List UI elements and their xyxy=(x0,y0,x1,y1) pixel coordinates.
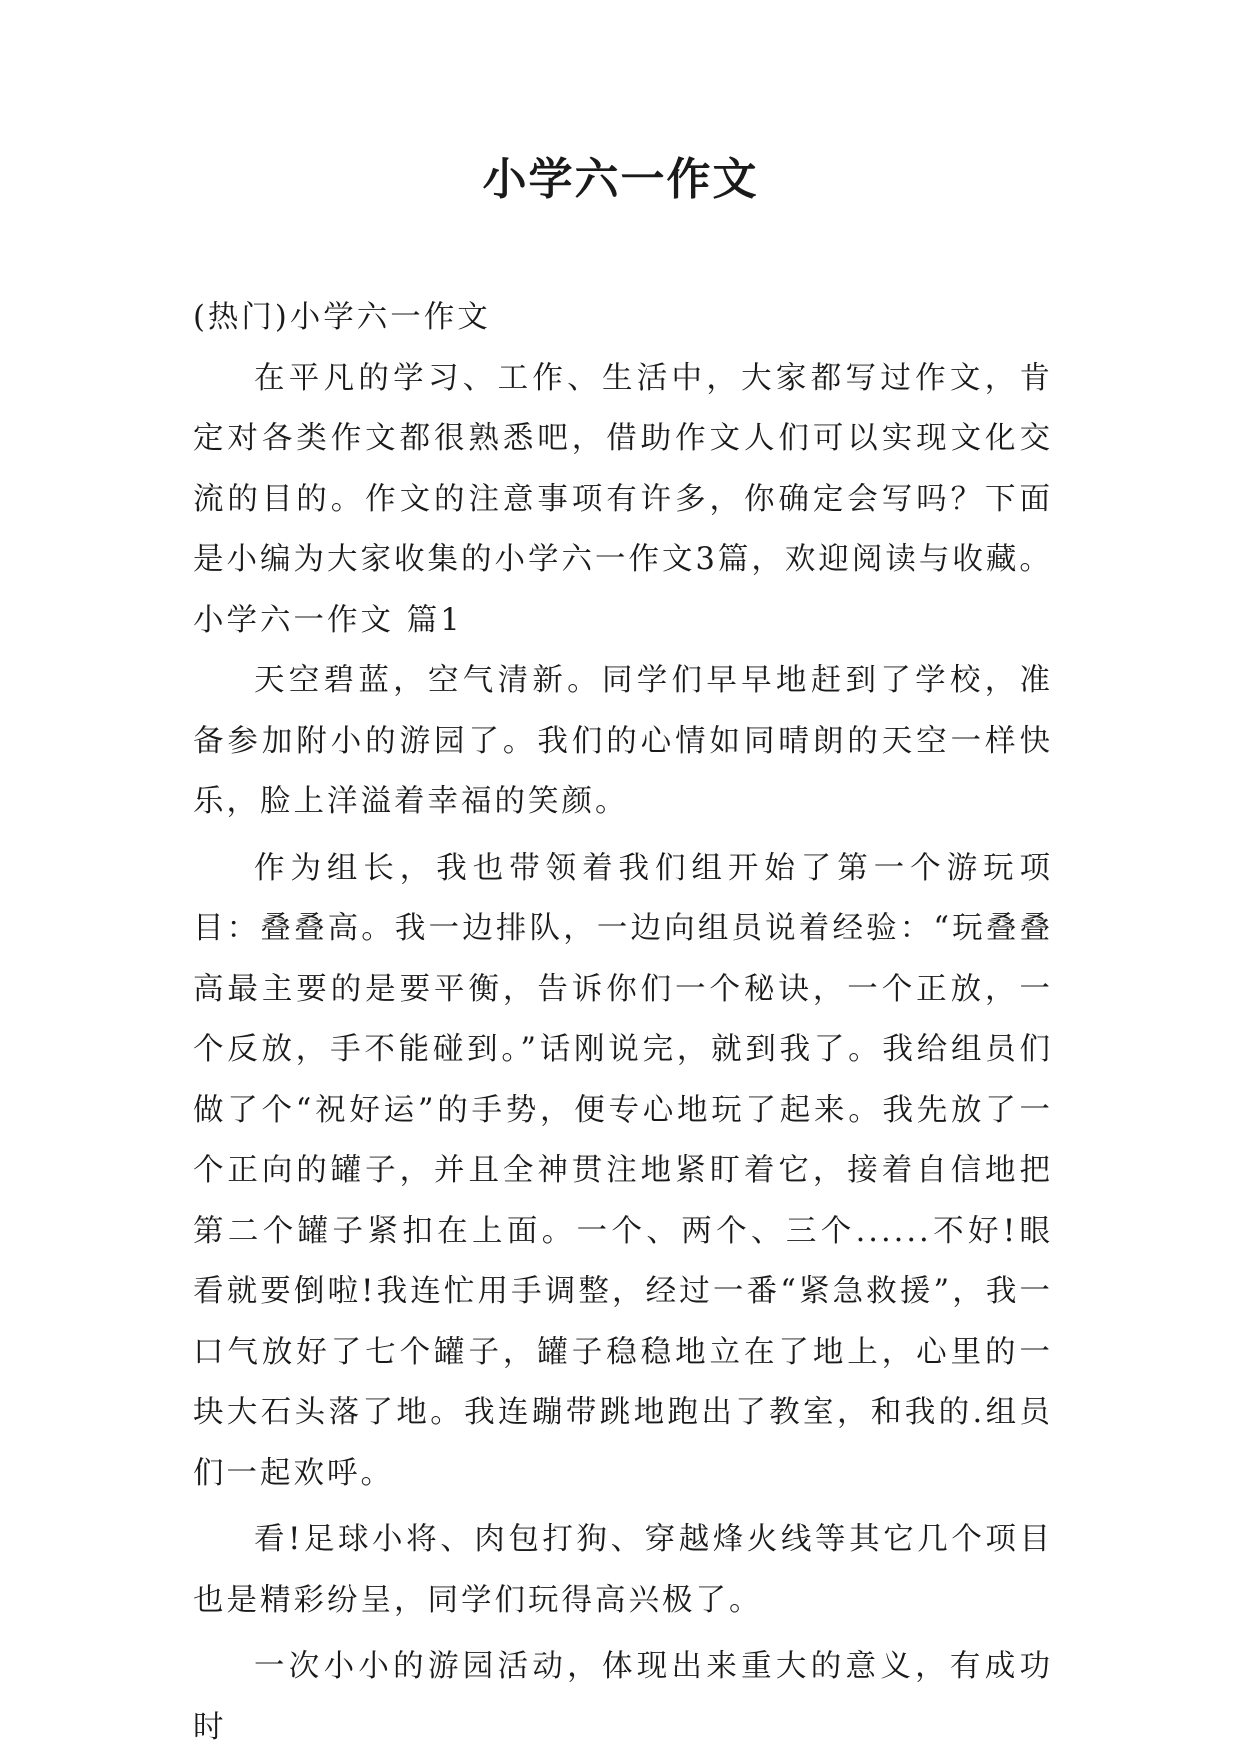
section-heading: 小学六一作文 篇1 xyxy=(193,602,463,638)
document-body xyxy=(193,288,1053,1758)
body-paragraph: 一次小小的游园活动，体现出来重大的意义，有成功时 xyxy=(193,1649,1053,1745)
body-paragraph: 天空碧蓝，空气清新。同学们早早地赶到了学校，准备参加附小的游园了。我们的心情如同晴朗的天空一样快乐，脸上洋溢着幸福的笑颜。 xyxy=(193,663,1053,819)
subtitle-paragraph: (热门)小学六一作文 xyxy=(193,300,491,335)
body-paragraph: 看!足球小将、肉包打狗、穿越烽火线等其它几个项目也是精彩纷呈，同学们玩得高兴极了。 xyxy=(193,1522,1053,1618)
intro-paragraph: 在平凡的学习、工作、生活中，大家都写过作文，肯定对各类作文都很熟悉吧，借助作文人们可以实现文化交流的目的。作文的注意事项有许多，你确定会写吗？下面是小编为大家收集的小学六一作文3篇，欢迎阅读与收藏。 xyxy=(193,360,1053,577)
document-title: 小学六一作文 xyxy=(482,154,759,205)
body-paragraph: 作为组长，我也带领着我们组开始了第一个游玩项目：叠叠高。我一边排队，一边向组员说着经验：“玩叠叠高最主要的是要平衡，告诉你们一个秘诀，一个正放，一个反放，手不能碰到。”话刚说完，就到我了。我给组员们做了个“祝好运”的手势，便专心地玩了起来。我先放了一个正向的罐子，并且全神贯注地紧盯着它，接着自信地把第二个罐子紧扣在上面。一个、两个、三个......不好!眼看就要倒啦!我连忙用手调整，经过一番“紧急救援”，我一口气放好了七个罐子，罐子稳稳地立在了地上，心里的一块大石头落了地。我连蹦带跳地跑出了教室，和我的.组员们一起欢呼。 xyxy=(193,850,1053,1491)
